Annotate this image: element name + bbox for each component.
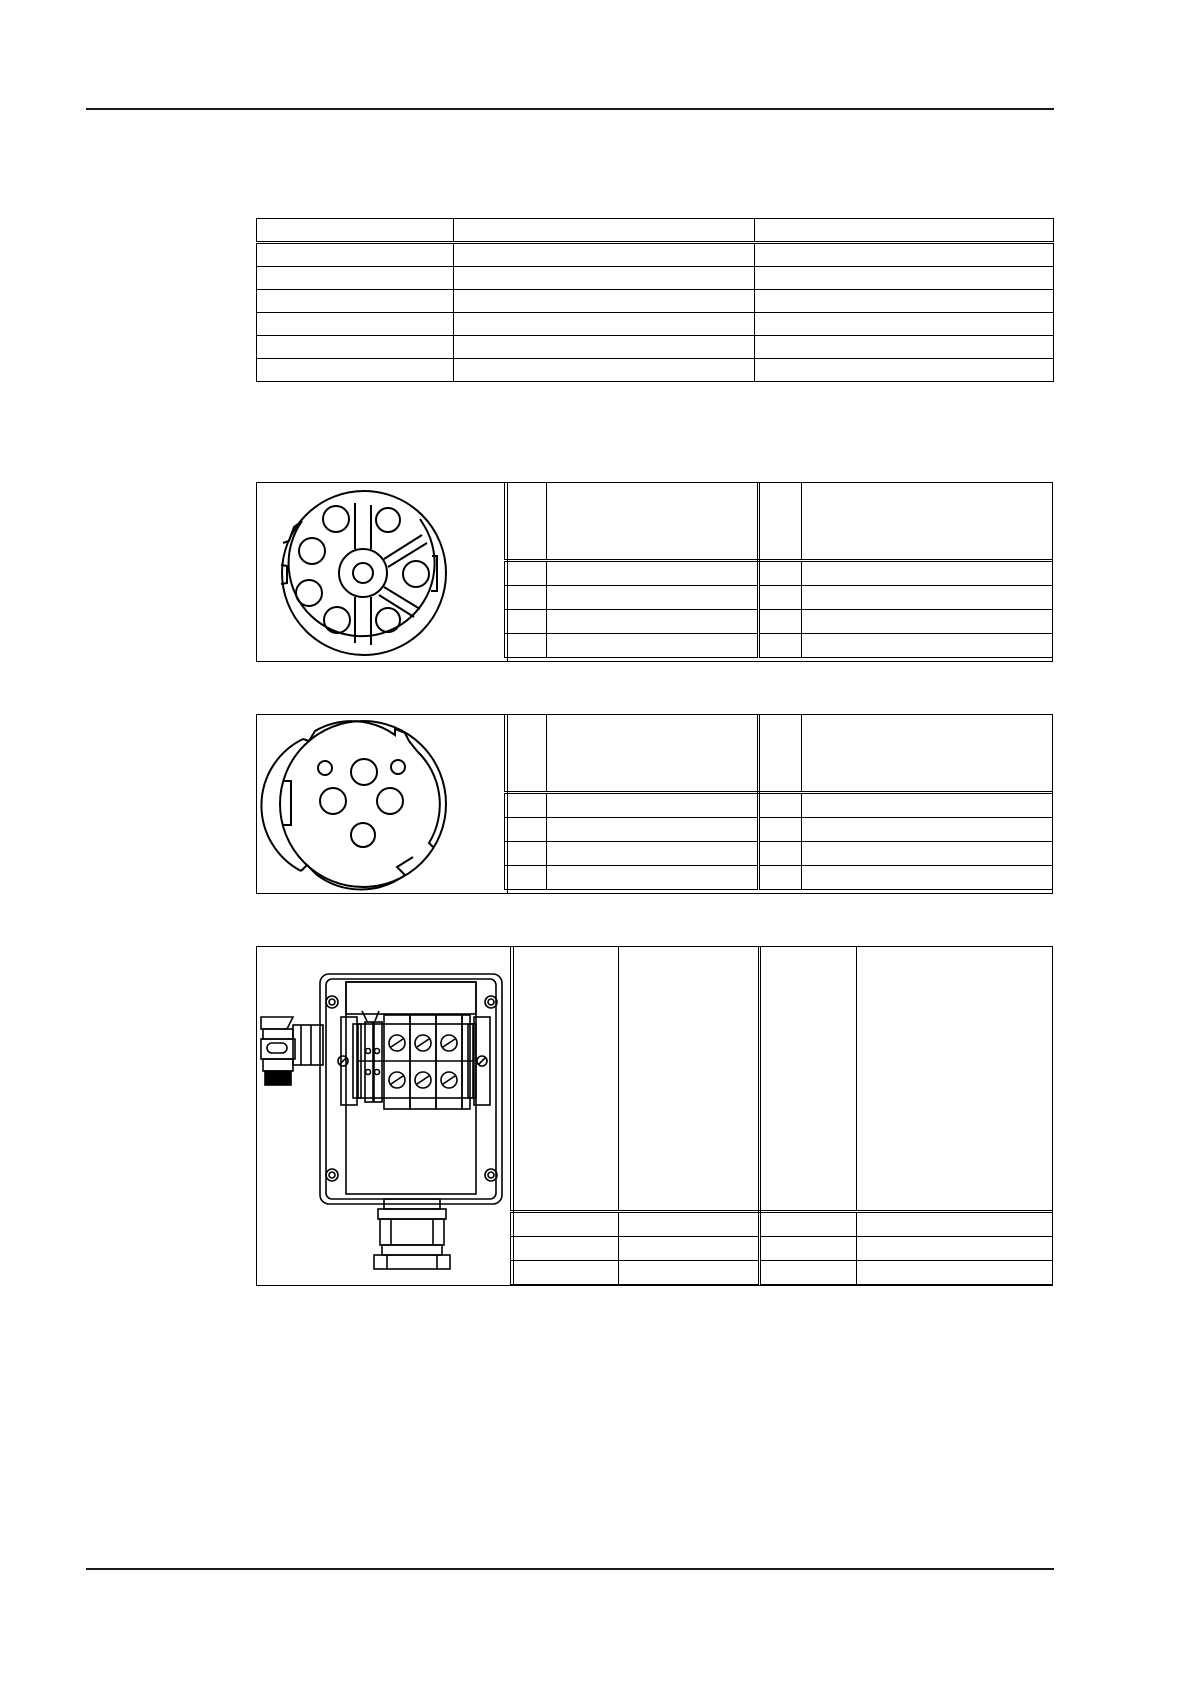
pin-cell — [760, 1261, 857, 1285]
spec-cell — [755, 290, 1054, 313]
table-row — [257, 290, 1054, 313]
pin-header-cell — [511, 947, 619, 1212]
pin-header-cell — [547, 483, 759, 561]
pin-cell — [547, 634, 759, 658]
pin-header-cell — [802, 715, 1053, 793]
pin-cell — [505, 793, 547, 818]
spec-table-header — [257, 219, 1054, 243]
table-row — [505, 634, 1053, 658]
pin-header-cell — [760, 947, 857, 1212]
spec-cell — [257, 359, 454, 382]
pin-cell — [802, 561, 1053, 586]
pin-cell — [547, 818, 759, 842]
pin-cell — [547, 586, 759, 610]
spec-cell — [454, 359, 755, 382]
pin-header-cell — [547, 715, 759, 793]
spec-cell — [257, 267, 454, 290]
pin-table-header — [505, 715, 1053, 793]
pin-header-cell — [759, 483, 802, 561]
table-row — [505, 561, 1053, 586]
connector-8pin-panel — [256, 482, 1053, 662]
terminal-box-figure — [257, 947, 514, 1285]
spec-cell — [257, 313, 454, 336]
pin-cell — [511, 1212, 619, 1237]
connector-8pin-pin-table — [504, 482, 1053, 658]
pin-cell — [759, 586, 802, 610]
spec-cell — [257, 336, 454, 359]
pin-cell — [802, 842, 1053, 866]
table-row — [257, 359, 1054, 382]
pin-cell — [547, 793, 759, 818]
pin-header-cell — [619, 947, 760, 1212]
table-row — [511, 1212, 1053, 1237]
pin-cell — [505, 610, 547, 634]
spec-cell — [454, 313, 755, 336]
pin-cell — [802, 793, 1053, 818]
terminal-box-drawing — [257, 947, 513, 1287]
pin-cell — [802, 634, 1053, 658]
pin-cell — [547, 842, 759, 866]
pin-cell — [505, 842, 547, 866]
pin-cell — [505, 634, 547, 658]
pin-cell — [802, 866, 1053, 890]
spec-table — [256, 218, 1054, 382]
pin-cell — [857, 1212, 1053, 1237]
pin-cell — [505, 866, 547, 890]
pin-cell — [802, 818, 1053, 842]
spec-cell — [755, 243, 1054, 267]
pin-cell — [547, 561, 759, 586]
spec-cell — [454, 243, 755, 267]
spec-cell — [257, 290, 454, 313]
pin-cell — [802, 586, 1053, 610]
spec-cell — [454, 267, 755, 290]
spec-cell — [257, 243, 454, 267]
table-row — [505, 610, 1053, 634]
table-row — [257, 243, 1054, 267]
pin-header-cell — [759, 715, 802, 793]
pin-cell — [619, 1261, 760, 1285]
connector-8pin-drawing — [257, 483, 507, 663]
table-row — [505, 586, 1053, 610]
table-row — [511, 1237, 1053, 1261]
table-row — [257, 313, 1054, 336]
pin-cell — [511, 1261, 619, 1285]
pin-cell — [505, 586, 547, 610]
pin-cell — [759, 634, 802, 658]
pin-cell — [547, 866, 759, 890]
connector-8pin-figure — [257, 483, 508, 661]
pin-cell — [547, 610, 759, 634]
pin-table-header — [511, 947, 1053, 1212]
pin-cell — [759, 610, 802, 634]
spec-cell — [454, 290, 755, 313]
connector-5pin-panel — [256, 714, 1053, 894]
table-row — [505, 818, 1053, 842]
pin-cell — [759, 561, 802, 586]
table-row — [505, 866, 1053, 890]
table-row — [257, 336, 1054, 359]
terminal-box-pin-table — [510, 946, 1053, 1285]
spec-cell — [755, 313, 1054, 336]
pin-cell — [511, 1237, 619, 1261]
pin-cell — [759, 866, 802, 890]
connector-5pin-pin-table — [504, 714, 1053, 890]
table-row — [257, 267, 1054, 290]
pin-cell — [505, 561, 547, 586]
footer-rule — [86, 1568, 1054, 1570]
pin-cell — [760, 1237, 857, 1261]
pin-header-cell — [802, 483, 1053, 561]
pin-cell — [759, 818, 802, 842]
pin-table-header — [505, 483, 1053, 561]
spec-cell — [755, 336, 1054, 359]
pin-cell — [857, 1237, 1053, 1261]
table-row — [511, 1261, 1053, 1285]
spec-cell — [755, 267, 1054, 290]
spec-header-cell — [257, 219, 454, 243]
pin-cell — [760, 1212, 857, 1237]
table-row — [505, 842, 1053, 866]
terminal-box-panel — [256, 946, 1053, 1286]
spec-cell — [454, 336, 755, 359]
table-row — [505, 793, 1053, 818]
pin-cell — [759, 793, 802, 818]
header-rule — [86, 108, 1054, 110]
pin-cell — [857, 1261, 1053, 1285]
spec-header-cell — [454, 219, 755, 243]
pin-header-cell — [505, 483, 547, 561]
connector-5pin-figure — [257, 715, 508, 893]
pin-cell — [505, 818, 547, 842]
spec-header-cell — [755, 219, 1054, 243]
pin-cell — [619, 1212, 760, 1237]
pin-header-cell — [505, 715, 547, 793]
pin-cell — [759, 842, 802, 866]
pin-cell — [802, 610, 1053, 634]
spec-cell — [755, 359, 1054, 382]
connector-5pin-drawing — [257, 715, 507, 895]
pin-cell — [619, 1237, 760, 1261]
pin-header-cell — [857, 947, 1053, 1212]
